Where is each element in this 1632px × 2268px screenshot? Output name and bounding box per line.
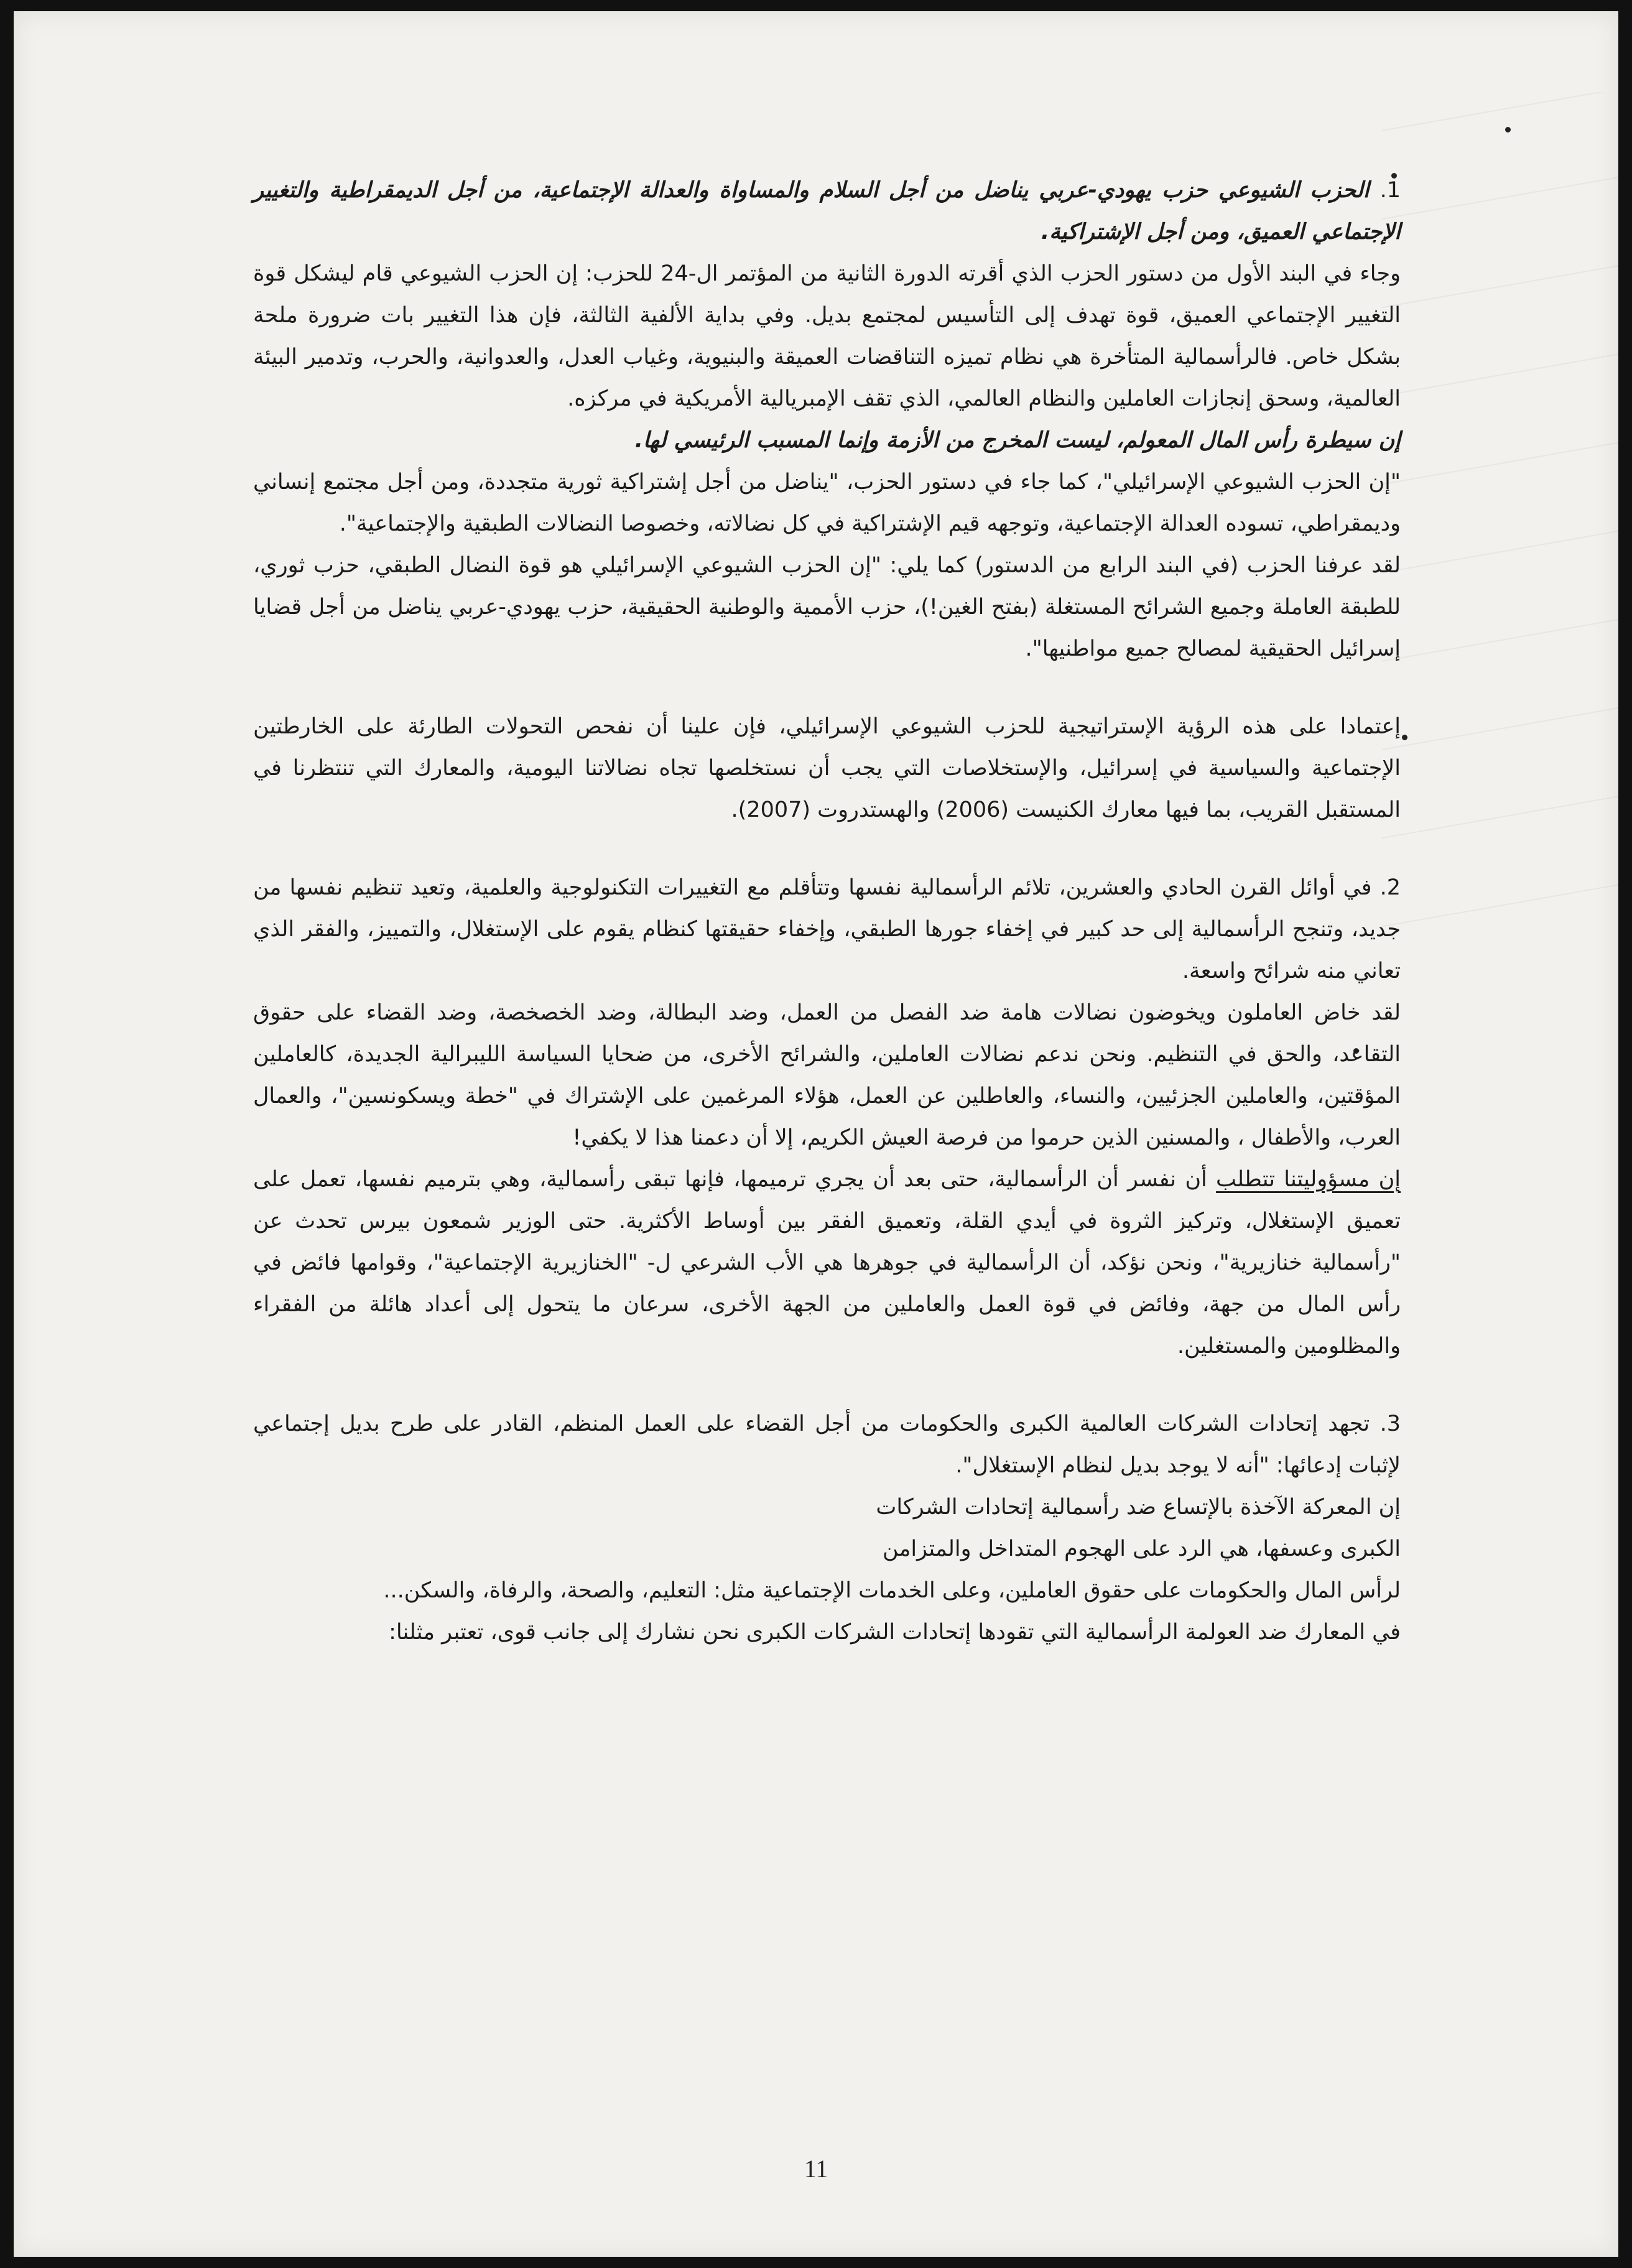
page-number: 11	[804, 2155, 828, 2183]
section3-paragraph-2c: لرأس المال والحكومات على حقوق العاملين، وعلى الخدمات الإجتماعية مثل: التعليم، والصحة، والرفاة، والسكن...	[383, 1578, 1401, 1603]
section1-paragraph-3: لقد عرفنا الحزب (في البند الرابع من الدستور) كما يلي: "إن الحزب الشيوعي الإسرائيلي هو قوة النضال الطبقي، حزب ثوري، للطبقة العاملة وجميع الشرائح المستغلة (بفتح الغين!)، حزب الأممية والوطنية الحقيقية، حزب يهودي-عربي يناضل من أجل قضايا إسرائيل الحقيقية لمصالح جميع مواطنيها".	[253, 553, 1401, 661]
ink-dot	[1505, 127, 1511, 132]
section2-paragraph-3-text: أن نفسر أن الرأسمالية، حتى بعد أن يجري ترميمها، فإنها تبقى رأسمالية، وهي بترميم نفسها، تعمل على تعميق الإستغلال، وتركيز الثروة في أيدي القلة، وتعميق الفقر بين أوساط الأكثرية. حتى الوزير شمعون بيرس تحدث عن "رأسمالية خنازيرية"، ونحن نؤكد، أن الرأسمالية في جوهرها هي الأب الشرعي ل- "الخنازيرية الإجتماعية"، وقوامها فائض في رأس المال من جهة، وفائض في قوة العمل والعاملين من الجهة الأخرى، سرعان ما يتحول إلى أعداد هائلة من الفقراء والمظلومين والمستغلين.	[253, 1167, 1401, 1359]
paragraph-gap	[253, 670, 1401, 706]
section1-paragraph-1: وجاء في البند الأول من دستور الحزب الذي أقرته الدورة الثانية من المؤتمر ال-24 للحزب: إن الحزب الشيوعي قام ليشكل قوة التغيير الإجتماعي العميق، قوة تهدف إلى التأسيس لمجتمع بديل. وفي بداية الألفية الثالثة، فإن هذا التغيير بات ضرورة ملحة بشكل خاص. فالرأسمالية المتأخرة هي نظام تميزه التناقضات العميقة والبنيوية، وغياب العدل، والعدوانية، والحرب، وتدمير البيئة العالمية، وسحق إنجازات العاملين والنظام العالمي، الذي تقف الإمبريالية الأمريكية في مركزه.	[253, 261, 1401, 411]
document-body	[253, 170, 1401, 1653]
section1-emphasis: إن سيطرة رأس المال المعولم، ليست المخرج من الأزمة وإنما المسبب الرئيسي لها.	[634, 428, 1401, 453]
bleed-through-marks	[1379, 92, 1618, 963]
paragraph-gap	[253, 831, 1401, 867]
ink-dot	[1402, 735, 1407, 740]
section2-paragraph-1-text: في أوائل القرن الحادي والعشرين، تلائم الرأسمالية نفسها وتتأقلم مع التغييرات التكنولوجية والعلمية، وتعيد تنظيم نفسها من جديد، وتنجح الرأسمالية إلى حد كبير في إخفاء جورها الطبقي، وإخفاء حقيقتها كنظام يقوم على الإستغلال، والتمييز، والفقر الذي تعاني منه شرائح واسعة.	[253, 875, 1401, 983]
section1-heading	[253, 170, 1401, 253]
document-page	[14, 11, 1618, 2257]
section3-paragraph-1-text: تجهد إتحادات الشركات العالمية الكبرى والحكومات من أجل القضاء على العمل المنظم، القادر على طرح بديل إجتماعي لإثبات إدعائها: "أنه لا يوجد بديل لنظام الإستغلال".	[253, 1411, 1401, 1478]
section2-paragraph-2: لقد خاض العاملون ويخوضون نضالات هامة ضد الفصل من العمل، وضد البطالة، وضد الخصخصة، وضد القضاء على حقوق التقاعد، والحق في التنظيم. ونحن ندعم نضالات العاملين، والشرائح الأخرى، من ضحايا السياسة الليبرالية الجديدة، كالعاملين المؤقتين، والعاملين الجزئيين، والنساء، والعاطلين عن العمل، هؤلاء المرغمين على الإشتراك في "خطة ويسكونسين"، والعمال العرب، والأطفال ، والمسنين الذين حرموا من فرصة العيش الكريم، إلا أن دعمنا هذا لا يكفي!	[253, 1000, 1401, 1150]
section1-paragraph-4: إعتمادا على هذه الرؤية الإستراتيجية للحزب الشيوعي الإسرائيلي، فإن علينا أن نفحص التحولات الطارئة على الخارطتين الإجتماعية والسياسية في إسرائيل، والإستخلاصات التي يجب أن نستخلصها تجاه نضالاتنا اليومية، والمعارك التي تنتظرنا في المستقبل القريب، بما فيها معارك الكنيست (2006) والهستدروت (2007).	[253, 714, 1401, 822]
section2-paragraph-3	[253, 1159, 1401, 1367]
section1-number: 1.	[1379, 178, 1401, 203]
section3-paragraph-2a: إن المعركة الآخذة بالإتساع ضد رأسمالية إتحادات الشركات	[876, 1495, 1401, 1520]
section2-number: 2.	[1379, 875, 1401, 900]
underlined-phrase: إن مسؤوليتنا تتطلب	[1216, 1167, 1401, 1192]
section3-paragraph-1	[253, 1403, 1401, 1487]
paragraph-gap	[253, 1367, 1401, 1403]
section1-paragraph-2: "إن الحزب الشيوعي الإسرائيلي"، كما جاء في دستور الحزب، "يناضل من أجل إشتراكية ثورية متجددة، ومن أجل مجتمع إنساني وديمقراطي، تسوده العدالة الإجتماعية، وتوجهه قيم الإشتراكية في كل نضالاته، وخصوصا النضالات الطبقية والإجتماعية".	[253, 470, 1401, 536]
section1-heading-text: الحزب الشيوعي حزب يهودي-عربي يناضل من أجل السلام والمساواة والعدالة الإجتماعية، من أجل الديمقراطية والتغيير الإجتماعي العميق، ومن أجل الإشتراكية.	[253, 178, 1401, 244]
section3-paragraph-3: في المعارك ضد العولمة الرأسمالية التي تقودها إتحادات الشركات الكبرى نحن نشارك إلى جانب قوى، تعتبر مثلنا:	[389, 1620, 1401, 1645]
section3-paragraph-2b: الكبرى وعسفها، هي الرد على الهجوم المتداخل والمتزامن	[882, 1536, 1401, 1561]
section2-paragraph-1	[253, 867, 1401, 992]
section3-number: 3.	[1379, 1411, 1401, 1436]
